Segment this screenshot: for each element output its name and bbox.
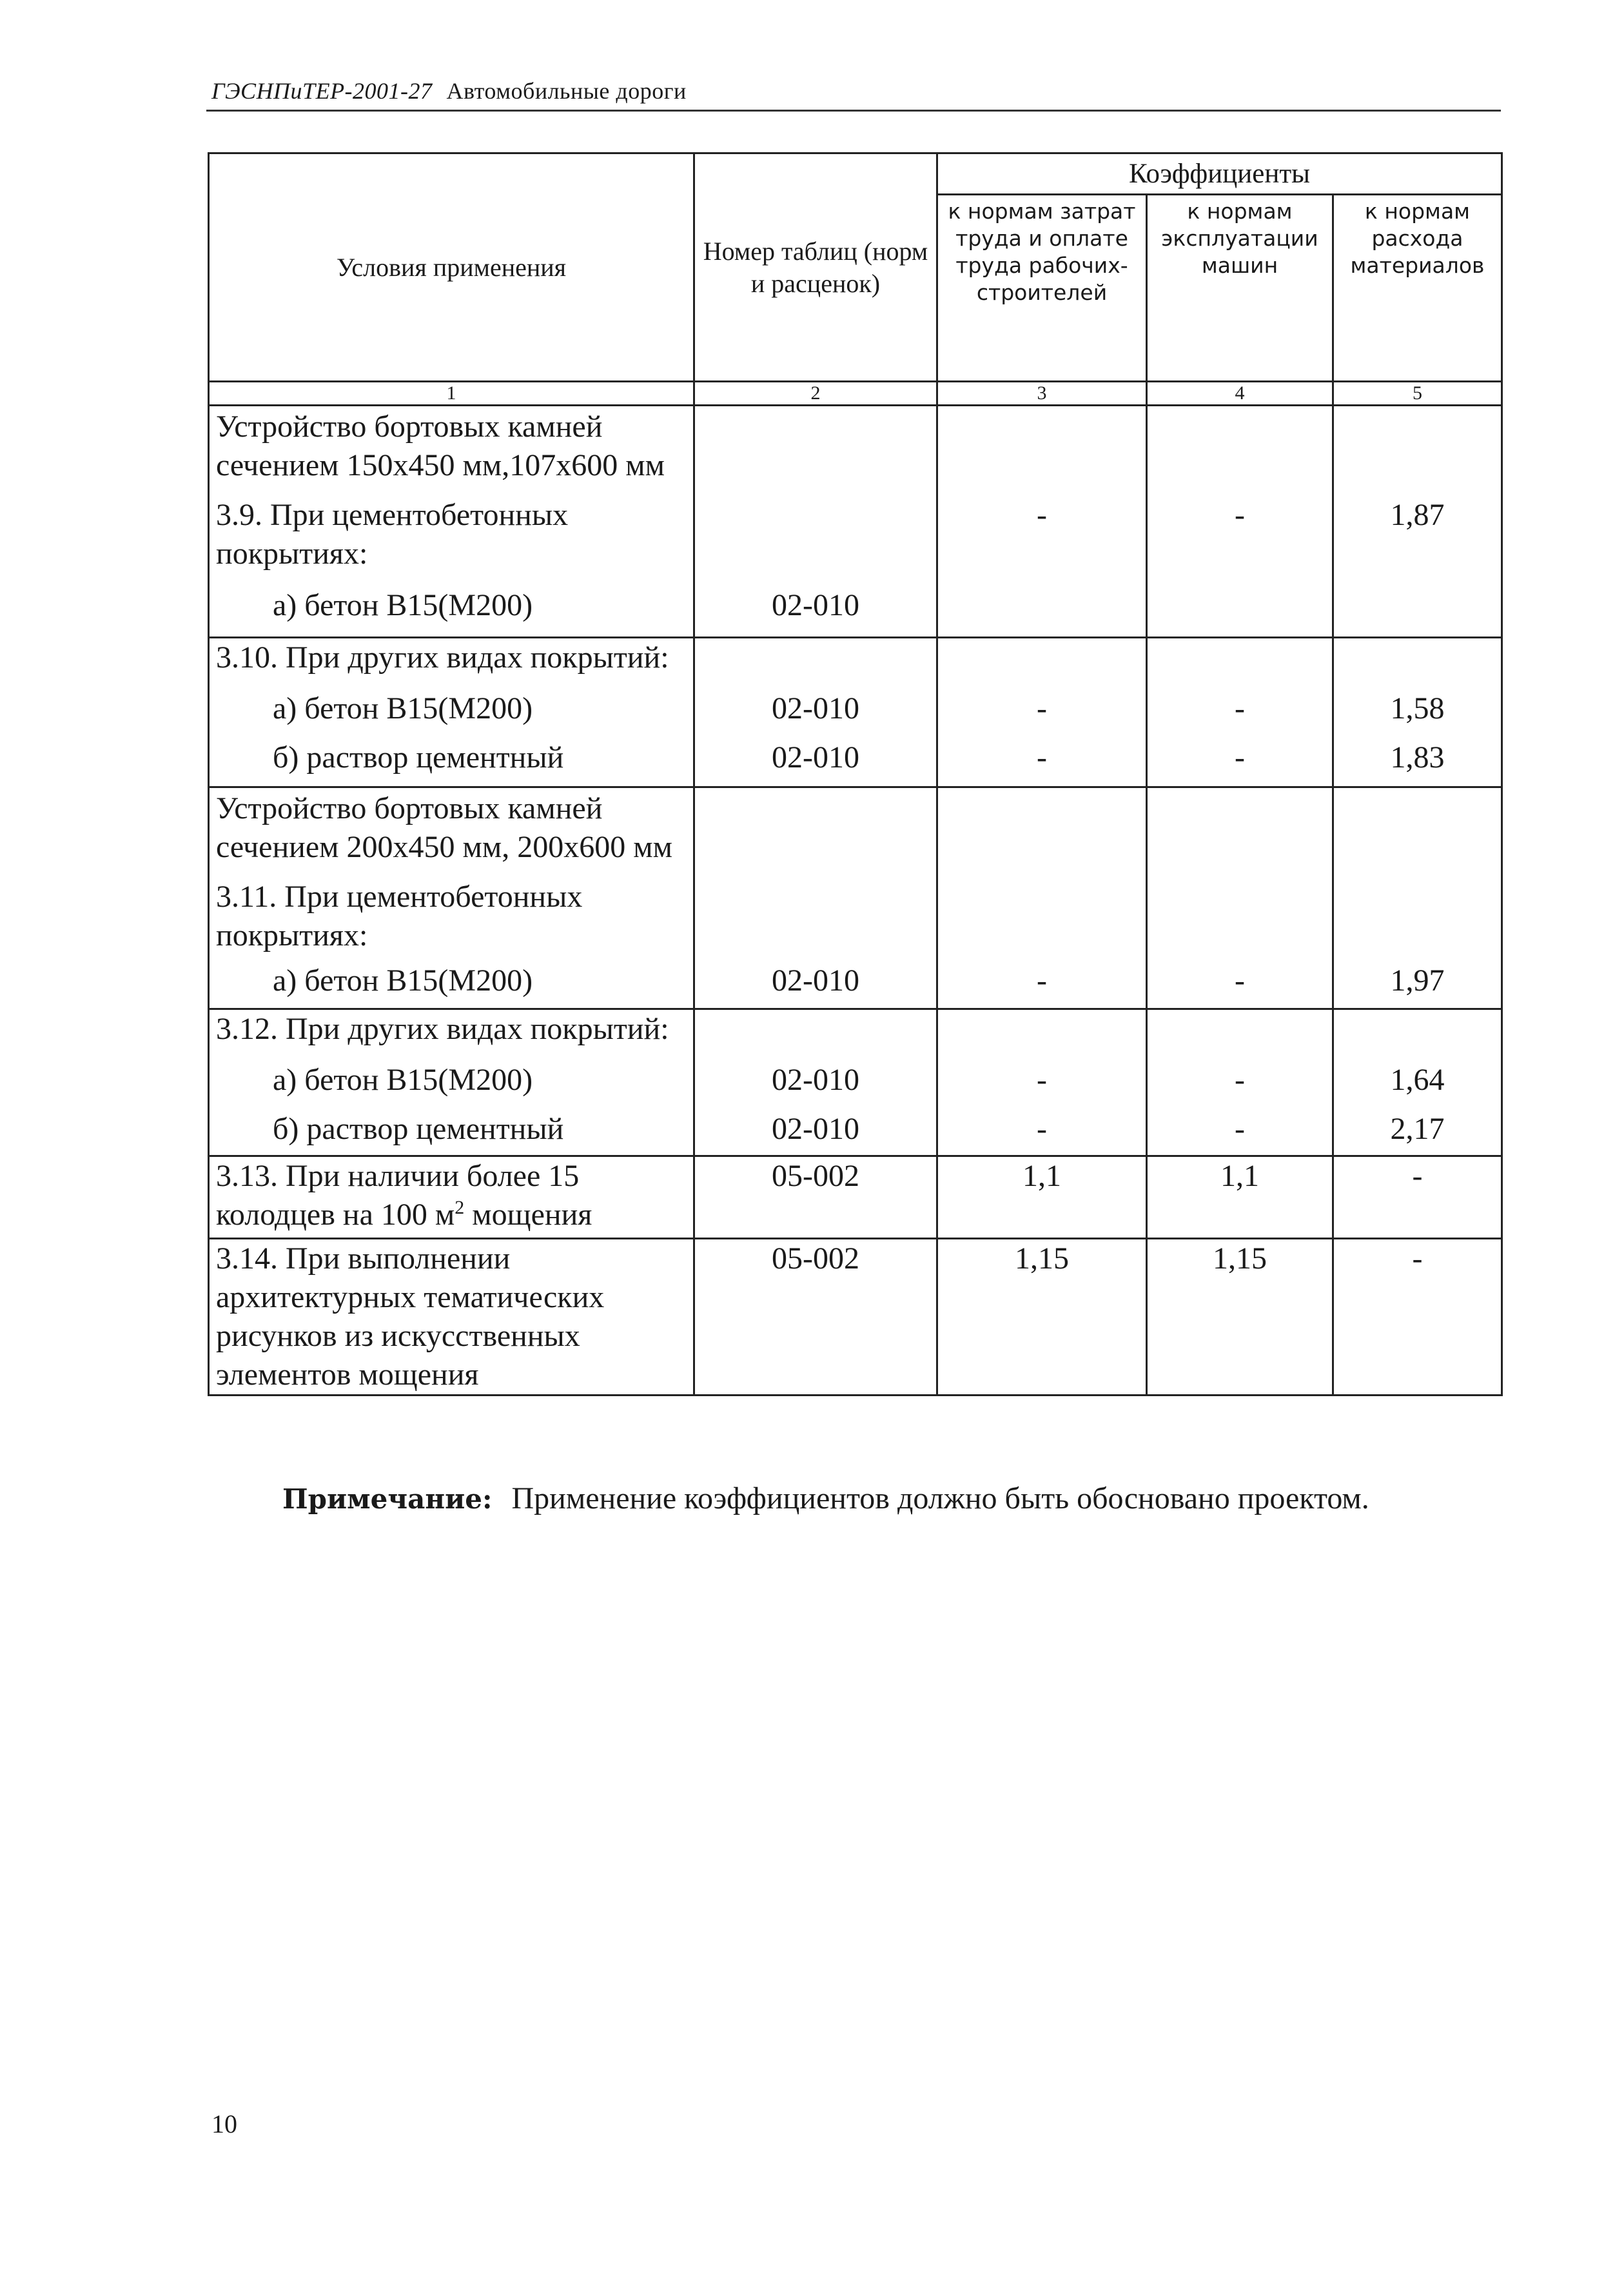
- condition-text-part: 3.13. При наличии более 15 колодцев на 100 м: [216, 1159, 580, 1232]
- labor-coefficient: 1,1: [937, 1156, 1147, 1239]
- machines-coefficient: [1147, 638, 1333, 689]
- column-number: 4: [1147, 382, 1333, 406]
- table-number: [694, 496, 937, 586]
- machines-coefficient: -: [1147, 962, 1333, 1009]
- table-row: [209, 689, 1502, 738]
- machines-coefficient: [1147, 586, 1333, 638]
- machines-coefficient: [1147, 1009, 1333, 1061]
- header-materials-coefficient: к нормам расхода материалов: [1333, 195, 1502, 382]
- labor-coefficient: -: [937, 738, 1147, 787]
- column-number: 2: [694, 382, 937, 406]
- labor-coefficient: [937, 638, 1147, 689]
- table-number: [694, 1009, 937, 1061]
- labor-coefficient: -: [937, 962, 1147, 1009]
- table-number: 05-002: [694, 1239, 937, 1396]
- machines-coefficient: -: [1147, 1061, 1333, 1110]
- table-row: [209, 962, 1502, 1009]
- table-row: [209, 496, 1502, 586]
- materials-coefficient: 1,87: [1333, 496, 1502, 586]
- table-number: 02-010: [694, 689, 937, 738]
- condition-text: 3.11. При цементобетонных покрытиях:: [209, 878, 694, 962]
- labor-coefficient: [937, 878, 1147, 962]
- header-table-number: Номер таблиц (норм и расценок): [694, 153, 937, 382]
- materials-coefficient: 2,17: [1333, 1110, 1502, 1156]
- machines-coefficient: -: [1147, 1110, 1333, 1156]
- machines-coefficient: 1,15: [1147, 1239, 1333, 1396]
- table-number: [694, 638, 937, 689]
- labor-coefficient: -: [937, 1061, 1147, 1110]
- labor-coefficient: -: [937, 689, 1147, 738]
- labor-coefficient: [937, 586, 1147, 638]
- machines-coefficient: [1147, 878, 1333, 962]
- labor-coefficient: -: [937, 496, 1147, 586]
- condition-text: 3.14. При выполнении архитектурных тематических рисунков из искусственных элементов мощения: [209, 1239, 694, 1396]
- section-row: [209, 406, 1502, 496]
- condition-text: а) бетон В15(М200): [209, 1061, 694, 1110]
- labor-coefficient: [937, 1009, 1147, 1061]
- header-machines-coefficient: к нормам эксплуатации машин: [1147, 195, 1333, 382]
- machines-coefficient: -: [1147, 689, 1333, 738]
- document-title: Автомобильные дороги: [446, 78, 687, 104]
- condition-text: а) бетон В15(М200): [209, 962, 694, 1009]
- condition-text-part: мощения: [464, 1198, 592, 1232]
- column-number-row: [209, 382, 1502, 406]
- condition-text: а) бетон В15(М200): [209, 689, 694, 738]
- table-number: 02-010: [694, 1061, 937, 1110]
- table-number: 02-010: [694, 962, 937, 1009]
- table-row: [209, 638, 1502, 689]
- section-title: Устройство бортовых камней сечением 150х450 мм,107х600 мм: [209, 406, 694, 496]
- materials-coefficient: [1333, 1009, 1502, 1061]
- labor-coefficient: -: [937, 1110, 1147, 1156]
- materials-coefficient: -: [1333, 1239, 1502, 1396]
- table-row: [209, 1239, 1502, 1396]
- table-number: [694, 878, 937, 962]
- superscript: 2: [455, 1197, 465, 1218]
- condition-text: [209, 1156, 694, 1239]
- column-number: 3: [937, 382, 1147, 406]
- condition-text: 3.10. При других видах покрытий:: [209, 638, 694, 689]
- materials-coefficient: [1333, 586, 1502, 638]
- machines-coefficient: 1,1: [1147, 1156, 1333, 1239]
- condition-text: а) бетон В15(М200): [209, 586, 694, 638]
- section-title: Устройство бортовых камней сечением 200х450 мм, 200х600 мм: [209, 787, 694, 878]
- machines-coefficient: -: [1147, 738, 1333, 787]
- labor-coefficient: 1,15: [937, 1239, 1147, 1396]
- page-number: 10: [211, 2109, 237, 2138]
- table-number: 02-010: [694, 738, 937, 787]
- table-row: [209, 1061, 1502, 1110]
- materials-coefficient: -: [1333, 1156, 1502, 1239]
- table-row: [209, 1156, 1502, 1239]
- table-number: 02-010: [694, 1110, 937, 1156]
- note-text: Применение коэффициентов должно быть обосновано проектом.: [511, 1481, 1369, 1515]
- condition-text: б) раствор цементный: [209, 738, 694, 787]
- section-row: [209, 787, 1502, 878]
- header-coefficients: Коэффициенты: [937, 153, 1502, 195]
- note: [282, 1481, 1369, 1516]
- column-number: 5: [1333, 382, 1502, 406]
- materials-coefficient: 1,97: [1333, 962, 1502, 1009]
- table-number: 05-002: [694, 1156, 937, 1239]
- running-header: [211, 77, 687, 104]
- column-number: 1: [209, 382, 694, 406]
- table-row: [209, 878, 1502, 962]
- condition-text: 3.9. При цементобетонных покрытиях:: [209, 496, 694, 586]
- materials-coefficient: [1333, 638, 1502, 689]
- table-row: [209, 586, 1502, 638]
- materials-coefficient: 1,83: [1333, 738, 1502, 787]
- materials-coefficient: 1,58: [1333, 689, 1502, 738]
- materials-coefficient: [1333, 878, 1502, 962]
- materials-coefficient: 1,64: [1333, 1061, 1502, 1110]
- table-row: [209, 738, 1502, 787]
- note-label: Примечание:: [282, 1483, 493, 1515]
- table-row: [209, 1110, 1502, 1156]
- machines-coefficient: -: [1147, 496, 1333, 586]
- header-conditions: Условия применения: [209, 153, 694, 382]
- condition-text: 3.12. При других видах покрытий:: [209, 1009, 694, 1061]
- document-code: ГЭСНПиТЕР-2001-27: [211, 78, 433, 104]
- table-row: [209, 1009, 1502, 1061]
- condition-text: б) раствор цементный: [209, 1110, 694, 1156]
- header-labor-coefficient: к нормам затрат труда и оплате труда рабочих-строителей: [937, 195, 1147, 382]
- header-divider: [206, 110, 1501, 112]
- table-number: 02-010: [694, 586, 937, 638]
- coefficients-table: [208, 152, 1503, 1396]
